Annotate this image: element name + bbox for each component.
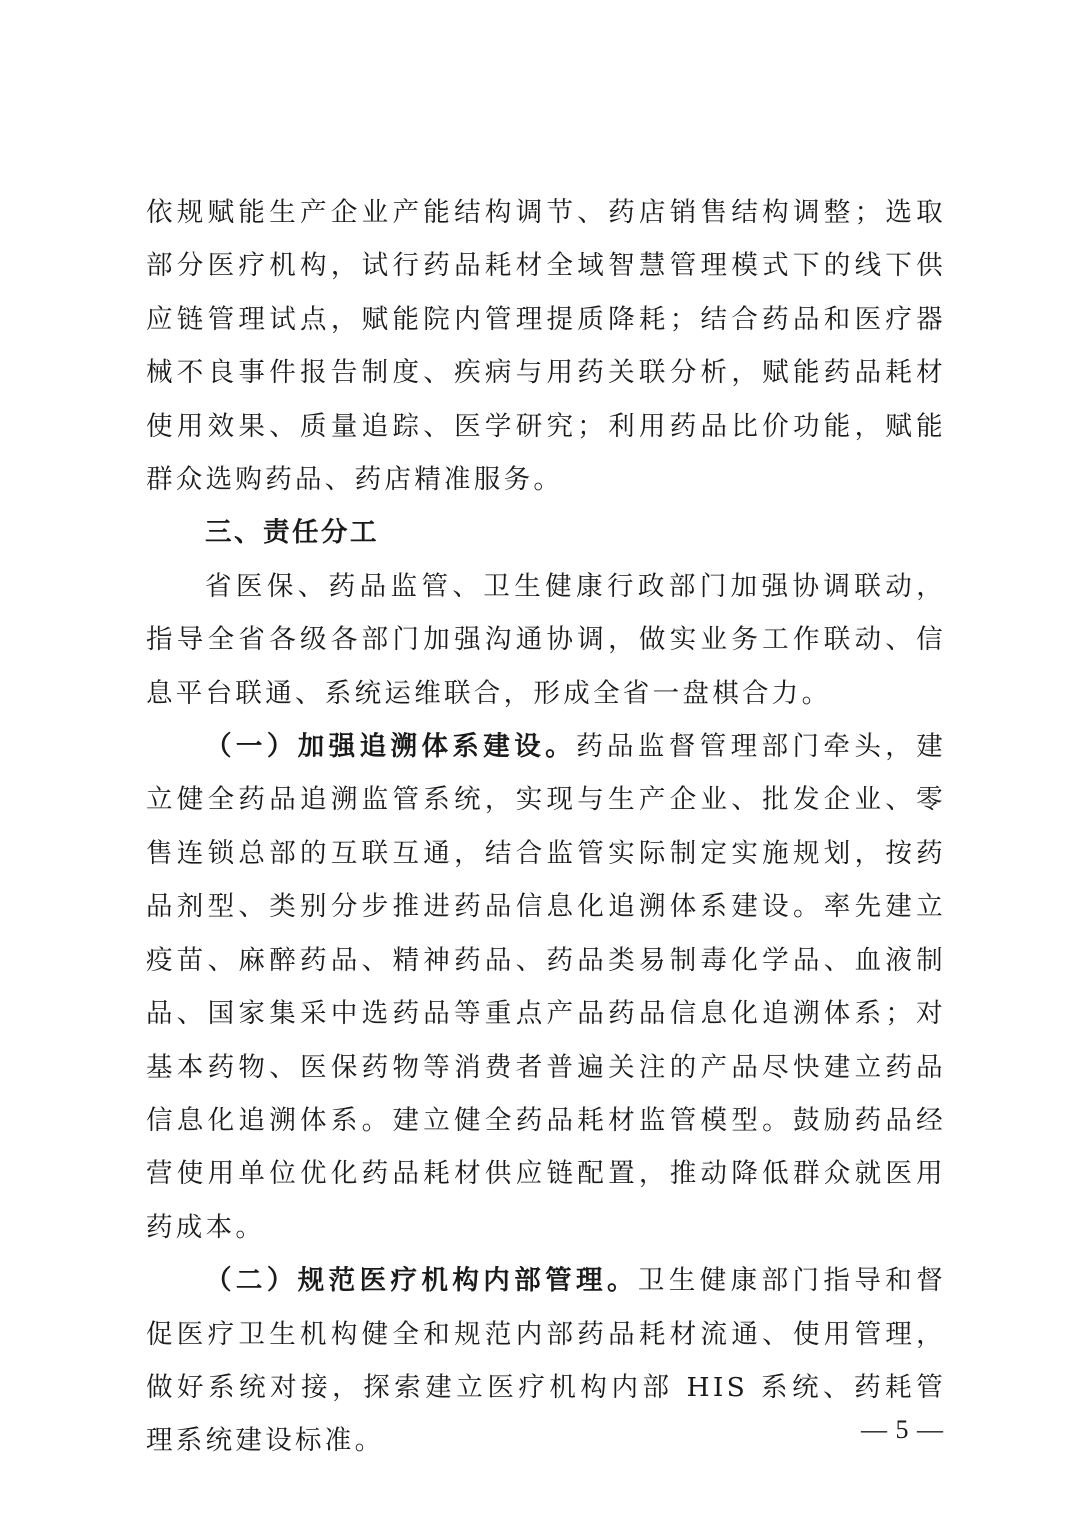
item-traceability <box>146 720 946 1254</box>
item-medical-institution-body: 卫生健康部门指导和督促医疗卫生机构健全和规范内部药品耗材流通、使用管理，做好系统对接，探索建立医疗机构内部 HIS 系统、药耗管理系统建设标准。 <box>146 1265 947 1457</box>
item-traceability-title: （一）加强追溯体系建设。 <box>205 731 577 763</box>
page-number: — 5 — <box>861 1415 944 1444</box>
paragraph-continuation: 依规赋能生产企业产能结构调节、药店销售结构调整；选取部分医疗机构，试行药品耗材全域智慧管理模式下的线下供应链管理试点，赋能院内管理提质降耗；结合药品和医疗器械不良事件报告制度、疾病与用药关联分析，赋能药品耗材使用效果、质量追踪、医学研究；利用药品比价功能，赋能群众选购药品、药店精准服务。 <box>146 197 946 496</box>
document-body <box>146 186 946 1468</box>
section-heading-responsibilities: 三、责任分工 <box>205 517 379 549</box>
item-medical-institution-title: （二）规范医疗机构内部管理。 <box>205 1265 638 1297</box>
item-medical-institution <box>146 1254 946 1468</box>
item-traceability-body: 药品监督管理部门牵头，建立健全药品追溯监管系统，实现与生产企业、批发企业、零售连锁总部的互联互通，结合监管实际制定实施规划，按药品剂型、类别分步推进药品信息化追溯体系建设。率先建立疫苗、麻醉药品、精神药品、药品类易制毒化学品、血液制品、国家集采中选药品等重点产品药品信息化追溯体系；对基本药物、医保药物等消费者普遍关注的产品尽快建立药品信息化追溯体系。建立健全药品耗材监管模型。鼓励药品经营使用单位优化药品耗材供应链配置，推动降低群众就医用药成本。 <box>146 731 946 1243</box>
paragraph-coordination: 省医保、药品监管、卫生健康行政部门加强协调联动，指导全省各级各部门加强沟通协调，做实业务工作联动、信息平台联通、系统运维联合，形成全省一盘棋合力。 <box>146 570 946 709</box>
